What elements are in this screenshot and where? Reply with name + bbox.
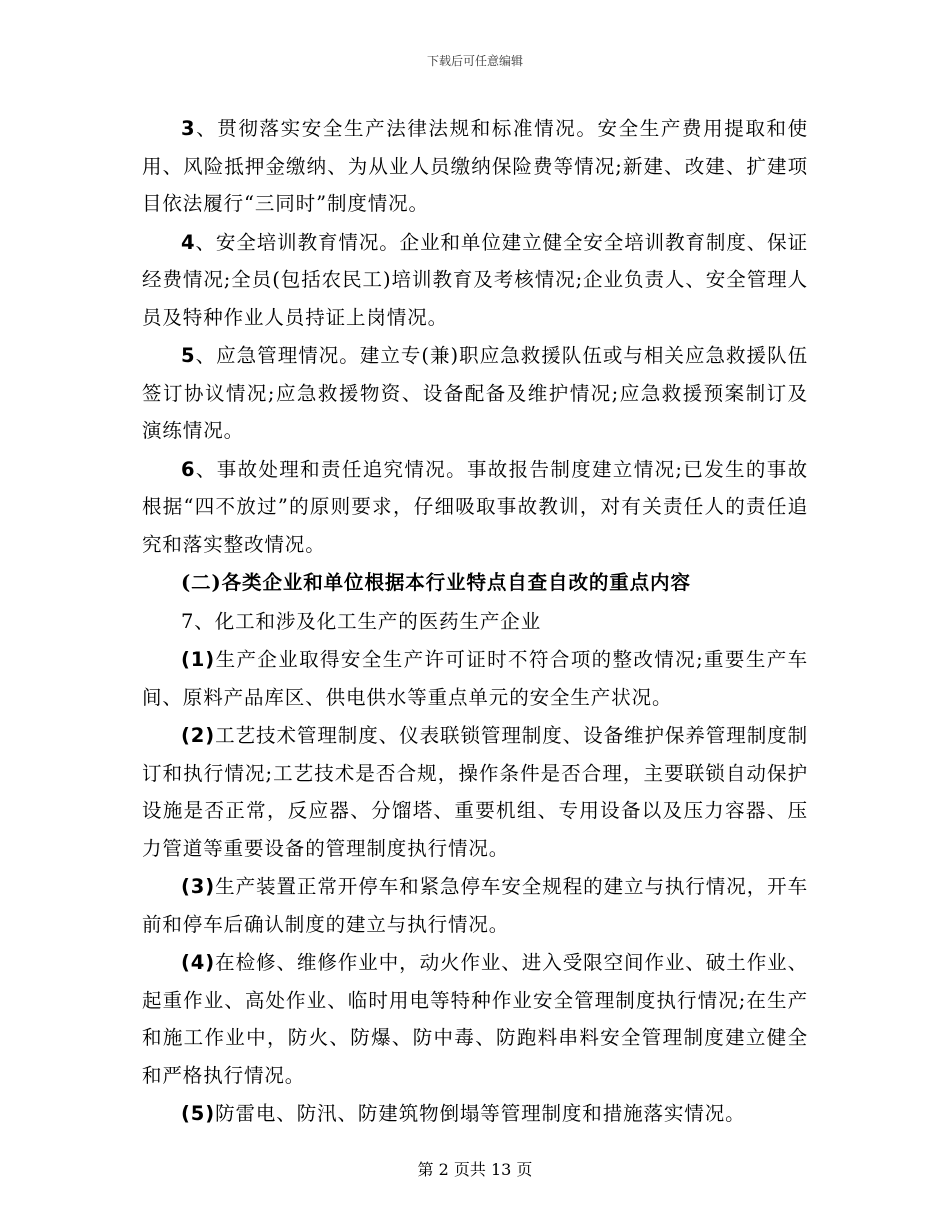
paragraph-text: 生产装置正常开停车和紧急停车安全规程的建立与执行情况，开车前和停车后确认制度的建立与执行情况。 <box>142 875 808 936</box>
paragraph-sub-4 <box>142 944 808 1094</box>
paragraph-sub-5 <box>142 1095 808 1133</box>
paragraph-text: 防雷电、防汛、防建筑物倒塌等管理制度和措施落实情况。 <box>215 1102 746 1125</box>
item-number: (3) <box>181 875 216 898</box>
subsection-title: 7、化工和涉及化工生产的医药生产企业 <box>181 609 542 633</box>
paragraph-text: 、事故处理和责任追究情况。事故报告制度建立情况;已发生的事故根据“四不放过”的原则要求，仔细吸取事故教训，对有关责任人的责任追究和落实整改情况。 <box>142 457 808 556</box>
paragraph-item-3 <box>142 110 808 223</box>
section-heading: (二)各类企业和单位根据本行业特点自查自改的重点内容 <box>181 571 691 594</box>
paragraph-text: 工艺技术管理制度、仪表联锁管理制度、设备维护保养管理制度制订和执行情况;工艺技术是否合规，操作条件是否合理，主要联锁自动保护设施是否正常，反应器、分馏塔、重要机组、专用设备以及压力容器、压力管道等重要设备的管理制度执行情况。 <box>142 724 808 860</box>
paragraph-item-6 <box>142 451 808 564</box>
item-number: (2) <box>181 724 216 747</box>
item-number: (4) <box>181 951 216 974</box>
paragraph-text: 、贯彻落实安全生产法律法规和标准情况。安全生产费用提取和使用、风险抵押金缴纳、为从业人员缴纳保险费等情况;新建、改建、扩建项目依法履行“三同时”制度情况。 <box>142 117 808 215</box>
item-number: 6 <box>181 457 196 481</box>
paragraph-text: 在检修、维修作业中，动火作业、进入受限空间作业、破土作业、起重作业、高处作业、临时用电等特种作业安全管理制度执行情况;在生产和施工作业中，防火、防爆、防中毒、防跑料串料安全管理制度建立健全和严格执行情况。 <box>142 951 808 1087</box>
paragraph-text: 、应急管理情况。建立专(兼)职应急救援队伍或与相关应急救援队伍签订协议情况;应急救援物资、设备配备及维护情况;应急救援预案制订及演练情况。 <box>142 344 808 442</box>
item-number: (5) <box>181 1102 216 1125</box>
paragraph-sub-2 <box>142 717 808 867</box>
paragraph-sub-1 <box>142 641 808 716</box>
paragraph-item-5 <box>142 337 808 450</box>
paragraph-text: 生产企业取得安全生产许可证时不符合项的整改情况;重要生产车间、原料产品库区、供电供水等重点单元的安全生产状况。 <box>142 648 808 709</box>
paragraph-text: 、安全培训教育情况。企业和单位建立健全安全培训教育制度、保证经费情况;全员(包括农民工)培训教育及考核情况;企业负责人、安全管理人员及特种作业人员持证上岗情况。 <box>142 230 808 329</box>
item-number: 5 <box>181 344 196 367</box>
page-header: 下载后可任意编辑 <box>426 54 523 68</box>
paragraph-sub-3 <box>142 868 808 943</box>
document-body <box>142 110 808 1134</box>
item-number: 3 <box>181 117 196 140</box>
item-number: 4 <box>181 230 196 254</box>
item-number: (1) <box>181 648 216 671</box>
paragraph-item-4 <box>142 224 808 337</box>
page-footer: 第 2 页共 13 页 <box>417 1160 533 1179</box>
